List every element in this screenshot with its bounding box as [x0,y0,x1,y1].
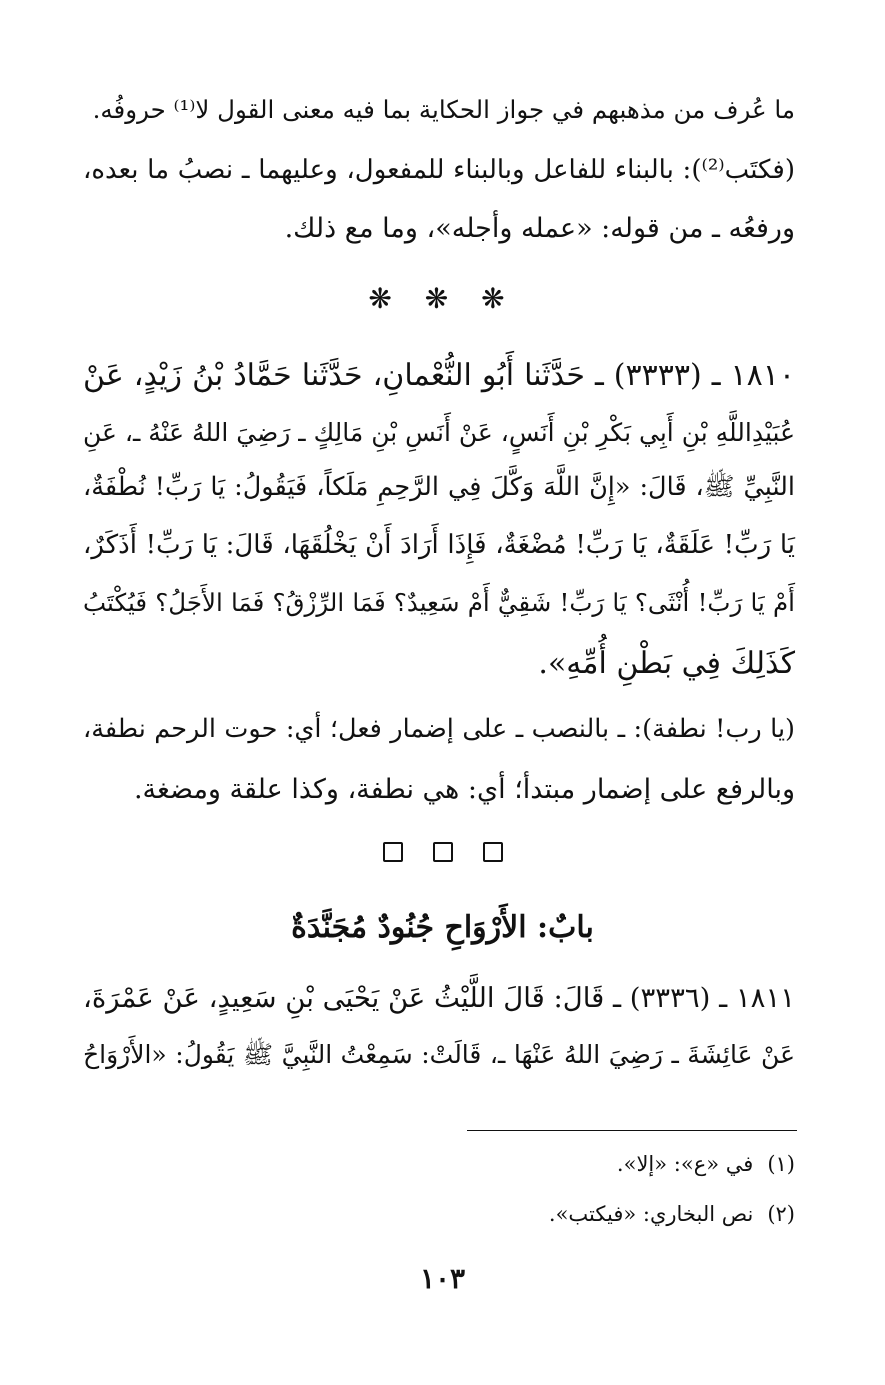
page-number: ١٠٣ [419,1262,466,1295]
hadith-1810-line-6: كَذَلِكَ فِي بَطْنِ أُمِّهِ». [538,646,795,681]
intro-line-2: (فكتَب⁽²⁾): بالبناء للفاعل وبالبناء للمفعول، وعليهما ـ نصبُ ما بعده، [83,155,795,185]
section-separator-boxes [0,842,885,862]
hadith-1810-line-2: عُبَيْدِاللَّهِ بْنِ أَبِي بَكْرِ بْنِ أَنَسٍ، عَنْ أَنَسِ بْنِ مَالِكٍ ـ رَضِيَ اللهُ عَنْهُ ـ، عَنِ [82,418,795,447]
hadith-1810-line-3: النَّبِيِّ ﷺ، قَالَ: «إِنَّ اللَّهَ وَكَّلَ فِي الرَّحِمِ مَلَكاً، فَيَقُولُ: يَا رَبِّ! نُطْفَةٌ، [83,472,795,502]
intro-line-3: ورفعُه ـ من قوله: «عمله وأجله»، وما مع ذلك. [284,213,795,244]
footnote-number: (٢) [767,1202,795,1226]
hadith-1810-line-1: ١٨١٠ ـ (٣٣٣٣) ـ حَدَّثَنا أَبُو النُّعْمانِ، حَدَّثَنا حَمَّادُ بْنُ زَيْدٍ، عَنْ [83,358,795,393]
section-separator-stars: ❋ ❋ ❋ [368,282,517,315]
commentary-line-1: (يا رب! نطفة): ـ بالنصب ـ على إضمار فعل؛ أي: حوت الرحم نطفة، [83,714,795,744]
footnote-text: في «ع»: «إلا». [616,1152,754,1176]
footnote-text: نص البخاري: «فيكتب». [548,1202,754,1226]
footnote-number: (١) [767,1152,795,1176]
hadith-1810-line-4: يَا رَبِّ! عَلَقَةٌ، يَا رَبِّ! مُضْغَةٌ، فَإِذَا أَرَادَ أَنْ يَخْلُقَهَا، قَالَ: يَا رَبِّ! أَذَكَرٌ، [83,530,795,560]
hadith-1811-line-1: ١٨١١ ـ (٣٣٣٦) ـ قَالَ: قَالَ اللَّيْثُ عَنْ يَحْيَى بْنِ سَعِيدٍ، عَنْ عَمْرَةَ، [83,982,795,1014]
hadith-1810-line-5: أَمْ يَا رَبِّ! أُنْثَى؟ يَا رَبِّ! شَقِيٌّ أَمْ سَعِيدٌ؟ فَمَا الرِّزْقُ؟ فَمَا الأَجَلُ؟ فَيُكْتَبُ [83,588,795,617]
separator-box [433,842,453,862]
separator-box [483,842,503,862]
chapter-heading: بابٌ: الأَرْوَاحِ جُنُودٌ مُجَنَّدَةٌ [291,910,594,945]
intro-line-1: ما عُرف من مذهبهم في جواز الحكاية بما فيه معنى القول لا⁽¹⁾ حروفُه. [92,95,795,124]
hadith-1811-line-2: عَنْ عَائِشَةَ ـ رَضِيَ اللهُ عَنْهَا ـ، قَالَتْ: سَمِعْتُ النَّبِيَّ ﷺ يَقُولُ: «الأَرْوَاحُ [83,1040,795,1069]
footnote-separator [467,1130,797,1131]
commentary-line-2: وبالرفع على إضمار مبتدأ؛ أي: هي نطفة، وكذا علقة ومضغة. [133,774,795,805]
footnote-2 [549,1202,795,1226]
separator-box [383,842,403,862]
footnote-1 [617,1152,795,1176]
